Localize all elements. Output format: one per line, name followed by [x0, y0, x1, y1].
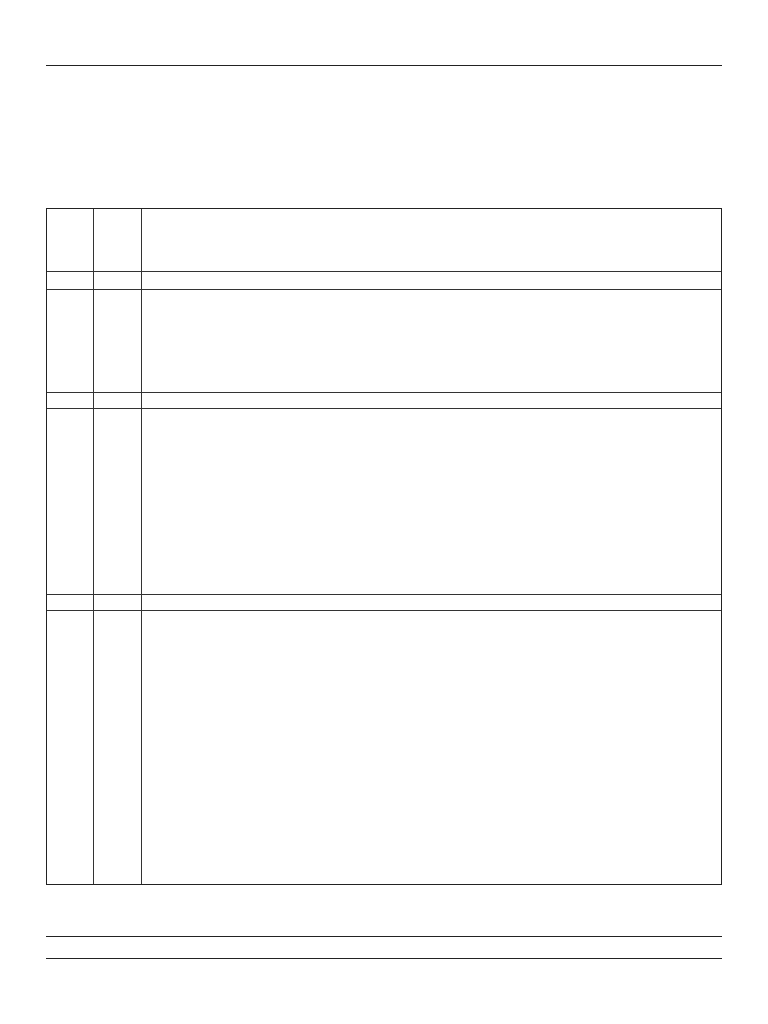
column-divider: [93, 209, 94, 884]
footer-divider: [46, 958, 722, 959]
row-divider: [47, 289, 721, 290]
footer-divider: [46, 936, 722, 937]
row-divider: [47, 271, 721, 272]
row-divider: [47, 594, 721, 595]
row-divider: [47, 408, 721, 409]
title-divider: [46, 65, 722, 66]
steel-analysis-table: [46, 208, 722, 885]
row-divider: [47, 610, 721, 611]
row-divider: [47, 392, 721, 393]
column-divider: [141, 209, 142, 884]
